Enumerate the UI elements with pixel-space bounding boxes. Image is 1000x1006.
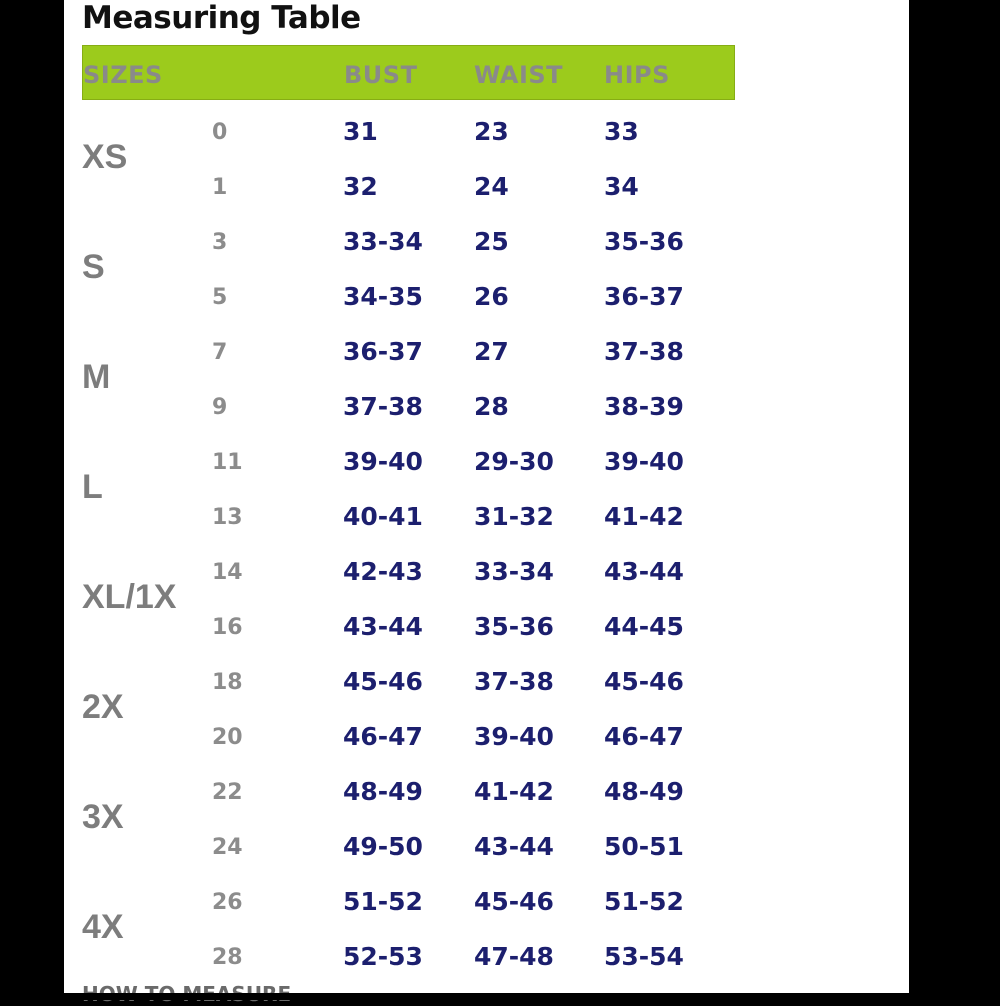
size-number: 11 [212,450,243,475]
bust-value: 40-41 [343,502,423,531]
bust-value: 37-38 [343,392,423,421]
footer-heading-partial [82,984,322,993]
hips-value: 46-47 [604,722,684,751]
waist-value: 33-34 [474,557,554,586]
waist-value: 31-32 [474,502,554,531]
waist-value: 27 [474,337,509,366]
page-title: Measuring Table [82,0,361,36]
size-number: 3 [212,230,228,255]
header-waist: WAIST [474,61,564,89]
header-hips: HIPS [604,61,670,89]
hips-value: 45-46 [604,667,684,696]
size-group-label: 3X [82,798,124,836]
measuring-table-page [64,0,909,993]
bust-value: 43-44 [343,612,423,641]
waist-value: 29-30 [474,447,554,476]
size-number: 16 [212,615,243,640]
size-number: 24 [212,835,243,860]
size-group-label: 4X [82,908,124,946]
size-number: 5 [212,285,228,310]
bust-value: 49-50 [343,832,423,861]
size-group-label: XL/1X [82,578,177,616]
bust-value: 42-43 [343,557,423,586]
bust-value: 34-35 [343,282,423,311]
hips-value: 48-49 [604,777,684,806]
hips-value: 44-45 [604,612,684,641]
hips-value: 37-38 [604,337,684,366]
hips-value: 50-51 [604,832,684,861]
hips-value: 53-54 [604,942,684,971]
size-number: 26 [212,890,243,915]
bust-value: 31 [343,117,378,146]
bust-value: 48-49 [343,777,423,806]
hips-value: 36-37 [604,282,684,311]
size-number: 0 [212,120,228,145]
size-number: 28 [212,945,243,970]
size-number: 18 [212,670,243,695]
size-number: 14 [212,560,243,585]
hips-value: 35-36 [604,227,684,256]
size-number: 9 [212,395,228,420]
hips-value: 41-42 [604,502,684,531]
size-group-label: M [82,358,111,396]
size-group-label: L [82,468,103,506]
waist-value: 45-46 [474,887,554,916]
waist-value: 37-38 [474,667,554,696]
size-group-label: S [82,248,105,286]
header-bust: BUST [344,61,418,89]
size-group-label: XS [82,138,128,176]
bust-value: 39-40 [343,447,423,476]
waist-value: 24 [474,172,509,201]
waist-value: 25 [474,227,509,256]
bust-value: 45-46 [343,667,423,696]
bust-value: 46-47 [343,722,423,751]
header-sizes: SIZES [83,61,163,89]
bottom-border [0,993,1000,1000]
size-number: 22 [212,780,243,805]
waist-value: 41-42 [474,777,554,806]
size-number: 13 [212,505,243,530]
size-number: 1 [212,175,228,200]
hips-value: 51-52 [604,887,684,916]
waist-value: 28 [474,392,509,421]
waist-value: 39-40 [474,722,554,751]
hips-value: 33 [604,117,639,146]
bust-value: 33-34 [343,227,423,256]
bust-value: 32 [343,172,378,201]
bust-value: 36-37 [343,337,423,366]
waist-value: 43-44 [474,832,554,861]
waist-value: 23 [474,117,509,146]
hips-value: 38-39 [604,392,684,421]
bust-value: 52-53 [343,942,423,971]
hips-value: 43-44 [604,557,684,586]
table-header-bar [82,45,735,100]
hips-value: 34 [604,172,639,201]
hips-value: 39-40 [604,447,684,476]
size-number: 7 [212,340,228,365]
size-group-label: 2X [82,688,124,726]
waist-value: 26 [474,282,509,311]
bust-value: 51-52 [343,887,423,916]
size-number: 20 [212,725,243,750]
waist-value: 35-36 [474,612,554,641]
waist-value: 47-48 [474,942,554,971]
